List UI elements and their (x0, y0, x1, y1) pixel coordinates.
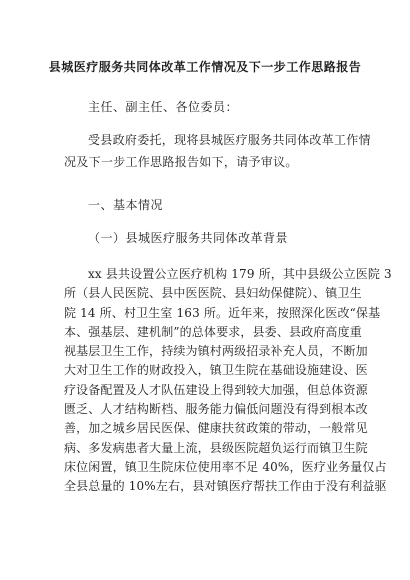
body-paragraph (64, 265, 392, 497)
section-heading: 一、基本情况 (88, 198, 164, 212)
subsection-heading: （一）县城医疗服务共同体改革背景 (88, 231, 289, 245)
document-title: 县城医疗服务共同体改革工作情况及下一步工作思路报告 (48, 60, 362, 74)
body-line: 全县总量的 10%左右，县对镇医疗帮扶工作由于没有利益驱 (64, 479, 387, 494)
body-line: 大对卫生工作的财政投入，镇卫生院在基础设施建设、医 (64, 363, 368, 378)
body-line: xx 县共设置公立医疗机构 179 所，其中县级公立医院 3 (88, 267, 392, 281)
body-line: 本、强基层、建机制”的总体要求，县委、县政府高度重 (64, 324, 362, 339)
body-line: 善，加之城乡居民医保、健康扶贫政策的带动，一般常见 (64, 421, 368, 436)
intro-line: 受县政府委托，现将县城医疗服务共同体改革工作情 (88, 133, 371, 147)
intro-paragraph (64, 129, 371, 173)
salutation: 主任、副主任、各位委员： (88, 100, 239, 114)
body-line: 疗设备配置及人才队伍建设上得到较大加强，但总体资源 (64, 382, 368, 397)
body-line: 病、多发病患者大量上流，县级医院超负运行而镇卫生院 (64, 440, 368, 455)
body-line: 院 14 所、村卫生室 163 所。近年来，按照深化医改“保基 (64, 305, 381, 320)
intro-line: 况及下一步工作思路报告如下，请予审议。 (64, 155, 298, 169)
body-line: 所（县人民医院、县中医医院、县妇幼保健院）、镇卫生 (64, 286, 362, 301)
body-line: 匮乏、人才结构断档、服务能力偏低问题没有得到根本改 (64, 402, 368, 417)
body-line: 床位闲置，镇卫生院床位使用率不足 40%，医疗业务量仅占 (64, 459, 387, 474)
body-line: 视基层卫生工作，持续为镇村两级招录补充人员，不断加 (64, 344, 368, 359)
